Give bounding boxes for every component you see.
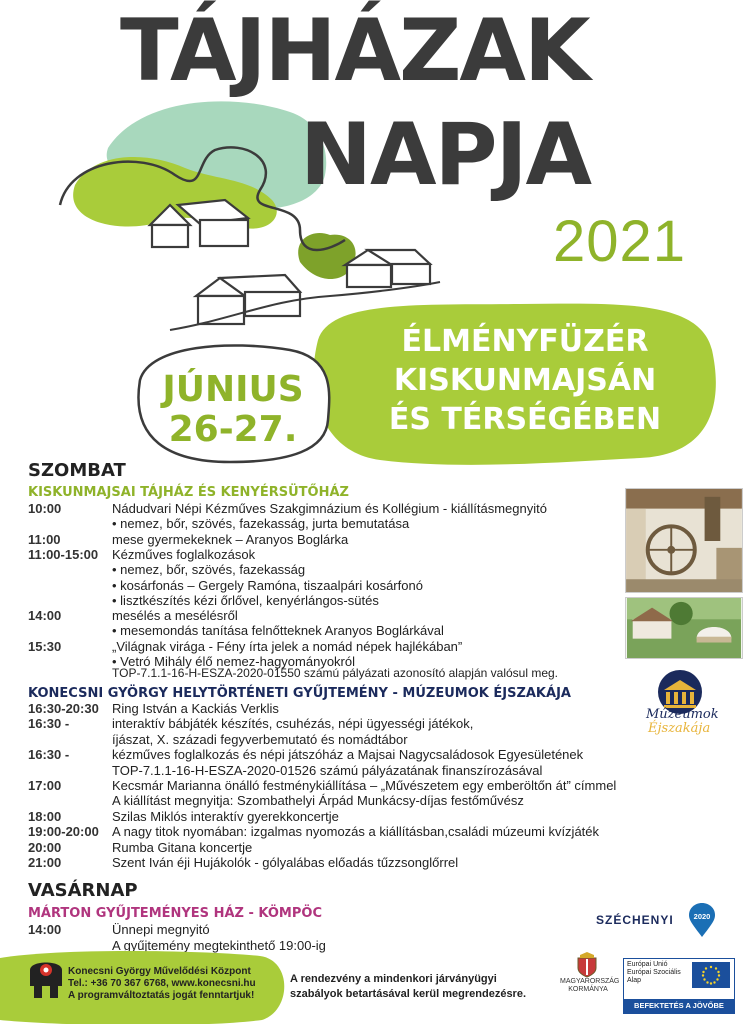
logo-word-1: Múzeumok xyxy=(646,707,719,722)
szechenyi-pin-icon xyxy=(688,902,716,938)
tajhaz-interior-photo xyxy=(625,488,743,593)
eu-fund-logo xyxy=(623,958,735,1014)
program-time: 20:00 xyxy=(28,839,62,855)
date-days: 26-27. xyxy=(168,409,298,450)
houses-group xyxy=(150,200,430,324)
event-year: 2021 xyxy=(553,209,687,274)
program-time: 15:30 xyxy=(28,638,62,654)
gov-line-2: KORMÁNYA xyxy=(568,986,608,993)
program-description: • lisztkészítés kézi őrlővel, kenyérlángos-sütés xyxy=(112,592,379,608)
szechenyi-word: SZÉCHENYI xyxy=(596,913,674,927)
program-time: 14:00 xyxy=(28,922,62,937)
org-name: Konecsni György Művelődési Központ xyxy=(68,966,251,977)
program-description: mesélés a mesélésről xyxy=(112,608,238,624)
program-description: Kecsmár Marianna önálló festménykiállítása – „Művészetem egy emberöltőn át” címmel xyxy=(112,778,617,793)
program-description: • Vetró Mihály élő nemez-hagyományokról xyxy=(112,654,356,669)
venue-marton-title: MÁRTON GYŰJTEMÉNYES HÁZ - KÖMPÖC xyxy=(28,906,322,921)
szechenyi-logo xyxy=(596,913,674,927)
org-disclaimer: A programváltoztatás jogát fenntartjuk! xyxy=(68,990,255,1001)
tajhaz-yard-photo xyxy=(625,597,743,659)
program-description: mese gyermekeknek – Aranyos Boglárka xyxy=(112,531,349,547)
program-time: 17:00 xyxy=(28,778,62,793)
konecsni-logo-icon xyxy=(26,956,66,1000)
program-time: 21:00 xyxy=(28,855,62,870)
program-description: kézműves foglalkozás és népi játszóház a Majsai Nagycsaládosok Egyesületének xyxy=(112,747,584,763)
program-description: A gyűjtemény megtekinthető 19:00-ig xyxy=(112,938,326,953)
program-description: Rumba Gitana koncertje xyxy=(112,839,253,855)
hungarian-coat-of-arms-icon xyxy=(574,952,600,978)
program-time: 18:00 xyxy=(28,808,62,824)
program-description: Szent Iván éji Hujákolók - gólyalábas előadás tűzzsonglőrrel xyxy=(112,855,459,870)
tajhaz-grant-note: TOP-7.1.1-16-H-ESZA-2020-01550 számú pályázati azonosító alapján valósul meg. xyxy=(112,666,559,680)
program-description: „Világnak virága - Fény írta jelek a nomád népek hajlékában” xyxy=(112,638,463,654)
szechenyi-year: 2020 xyxy=(693,912,711,921)
eu-line-1: Európai Unió xyxy=(627,961,668,968)
program-time: 10:00 xyxy=(28,501,62,516)
page-title-line-2: NAPJA xyxy=(300,105,591,205)
page-title-line-1: TÁJHÁZAK xyxy=(120,1,589,101)
program-time: 11:00-15:00 xyxy=(28,546,99,562)
government-logo-text xyxy=(560,978,620,994)
event-date xyxy=(148,370,318,450)
program-description: • nemez, bőr, szövés, fazekasság xyxy=(112,562,306,578)
date-month: JÚNIUS xyxy=(162,369,304,410)
program-time: 16:30-20:30 xyxy=(28,701,99,716)
subtitle-line-3: ÉS TÉRSÉGÉBEN xyxy=(388,402,662,437)
program-description: A nagy titok nyomában: izgalmas nyomozás a kiállításban,családi múzeumi kvízjáték xyxy=(112,824,600,840)
sunday-heading: VASÁRNAP xyxy=(28,880,138,901)
program-time: 16:30 - xyxy=(28,747,70,763)
muzeumok-ejszakaja-logo xyxy=(628,668,732,748)
program-description: íjászat, X. századi fegyverbemutató és nomádtábor xyxy=(112,731,408,747)
subtitle-line-1: ÉLMÉNYFÜZÉR xyxy=(401,324,649,359)
program-description: TOP-7.1.1-16-H-ESZA-2020-01526 számú pályázatának finanszírozásával xyxy=(112,762,543,778)
gov-line-1: MAGYARORSZÁG xyxy=(560,978,620,985)
program-description: Kézműves foglalkozások xyxy=(112,546,256,562)
rules-line-2: szabályok betartásával kerül megrendezésre. xyxy=(290,988,527,1000)
program-description: Nádudvari Népi Kézműves Szakgimnázium és Kollégium - kiállításmegnyitó xyxy=(112,501,547,516)
org-contact: Tel.: +36 70 367 6768, www.konecsni.hu xyxy=(68,978,256,989)
footer-rules-note xyxy=(290,972,526,1002)
program-description: • mesemondás tanítása felnőtteknek Aranyos Boglárkával xyxy=(112,623,444,639)
program-description: A kiállítást megnyitja: Szombathelyi Árpád Munkácsy-díjas festőművész xyxy=(112,793,524,809)
eu-flag-icon xyxy=(692,962,730,988)
program-description: Szilas Miklós interaktív gyerekkoncertje xyxy=(112,808,339,824)
footer-org-info xyxy=(68,966,256,1002)
venue-konecsni-title: KONECSNI GYÖRGY HELYTÖRTÉNETI GYŰJTEMÉNY - MÚZEUMOK ÉJSZAKÁJA xyxy=(28,686,571,701)
program-description: • nemez, bőr, szövés, fazekasság, jurta bemutatása xyxy=(112,516,410,532)
subtitle-line-2: KISKUNMAJSÁN xyxy=(393,363,657,398)
eu-band-text: BEFEKTETÉS A JÖVŐBE xyxy=(624,999,734,1013)
saturday-heading: SZOMBAT xyxy=(28,460,126,481)
eu-line-3: Alap xyxy=(627,977,642,984)
program-time: 19:00-20:00 xyxy=(28,824,99,840)
eu-line-2: Európai Szociális xyxy=(627,969,681,976)
program-time: 14:00 xyxy=(28,608,62,624)
program-time: 16:30 - xyxy=(28,716,70,732)
venue-tajhaz-title: KISKUNMAJSAI TÁJHÁZ ÉS KENYÉRSÜTŐHÁZ xyxy=(28,485,349,500)
program-description: interaktív bábjáték készítés, csuhézás, népi ügyességi játékok, xyxy=(112,716,474,732)
program-description: Ring István a Kackiás Verklis xyxy=(112,701,279,716)
program-description: • kosárfonás – Gergely Ramóna, tiszaalpári kosárfonó xyxy=(112,577,423,593)
rules-line-1: A rendezvény a mindenkori járványügyi xyxy=(290,973,497,985)
eu-text-block xyxy=(627,961,681,985)
program-description: Ünnepi megnyitó xyxy=(112,922,210,937)
subtitle-block xyxy=(345,322,705,439)
logo-word-2: Éjszakája xyxy=(648,721,711,736)
program-time: 11:00 xyxy=(28,531,61,547)
